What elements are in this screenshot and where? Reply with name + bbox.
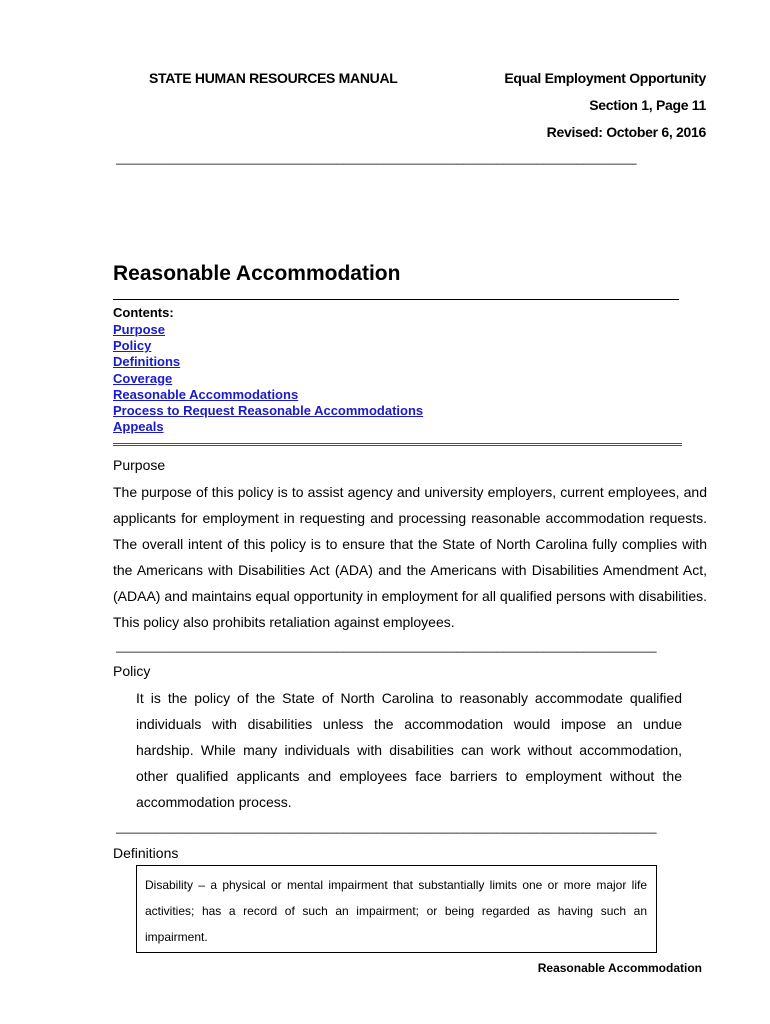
policy-rule: _________________________________________________________________________________ <box>116 820 657 834</box>
purpose-heading: Purpose <box>113 457 166 473</box>
section-page: Section 1, Page 11 <box>589 97 706 113</box>
policy-heading: Policy <box>113 663 151 679</box>
toc-link-coverage[interactable]: Coverage <box>113 370 173 386</box>
table-of-contents <box>113 322 423 435</box>
purpose-rule: _________________________________________________________________________________ <box>116 639 657 653</box>
document-category: Equal Employment Opportunity <box>504 70 706 86</box>
toc-link-reasonable-accommodations[interactable]: Reasonable Accommodations <box>113 386 299 402</box>
page-title: Reasonable Accommodation <box>113 262 401 285</box>
disability-definition: Disability – a physical or mental impairment that substantially limits one or more major life activities; has a record of such an impairment; or being regarded as having such an impairment. <box>145 878 647 944</box>
toc-link-definitions[interactable]: Definitions <box>113 354 181 370</box>
contents-label: Contents: <box>113 305 174 320</box>
toc-link-purpose[interactable]: Purpose <box>113 322 166 337</box>
title-divider <box>113 299 679 300</box>
page-footer: Reasonable Accommodation <box>537 961 702 975</box>
policy-paragraph: It is the policy of the State of North Carolina to reasonably accommodate qualified individuals with disabilities unless the accommodation would impose an undue hardship. While many individuals with disabilities can work without accommodation, other qualified applicants and employees face barriers to employment without the accommodation process. <box>136 690 682 810</box>
definitions-heading: Definitions <box>113 845 179 861</box>
toc-link-process[interactable]: Process to Request Reasonable Accommodations <box>113 403 424 419</box>
definition-box <box>136 865 657 953</box>
revision-date: Revised: October 6, 2016 <box>546 124 706 140</box>
purpose-paragraph: The purpose of this policy is to assist agency and university employers, current employees, and applicants for employment in requesting and processing reasonable accommodation requests. The overall intent of this policy is to ensure that the State of North Carolina fully complies with the Americans with Disabilities Act (ADA) and the Americans with Disabilities Amendment Act, (ADAA) and maintains equal opportunity in employment for all qualified persons with disabilities. This policy also prohibits retaliation against employees. <box>113 484 707 630</box>
toc-link-appeals[interactable]: Appeals <box>113 419 164 435</box>
header-rule: ______________________________________________________________________________ <box>116 151 637 165</box>
manual-title: STATE HUMAN RESOURCES MANUAL <box>149 70 398 86</box>
toc-link-policy[interactable]: Policy <box>113 338 152 354</box>
contents-divider <box>113 443 682 446</box>
